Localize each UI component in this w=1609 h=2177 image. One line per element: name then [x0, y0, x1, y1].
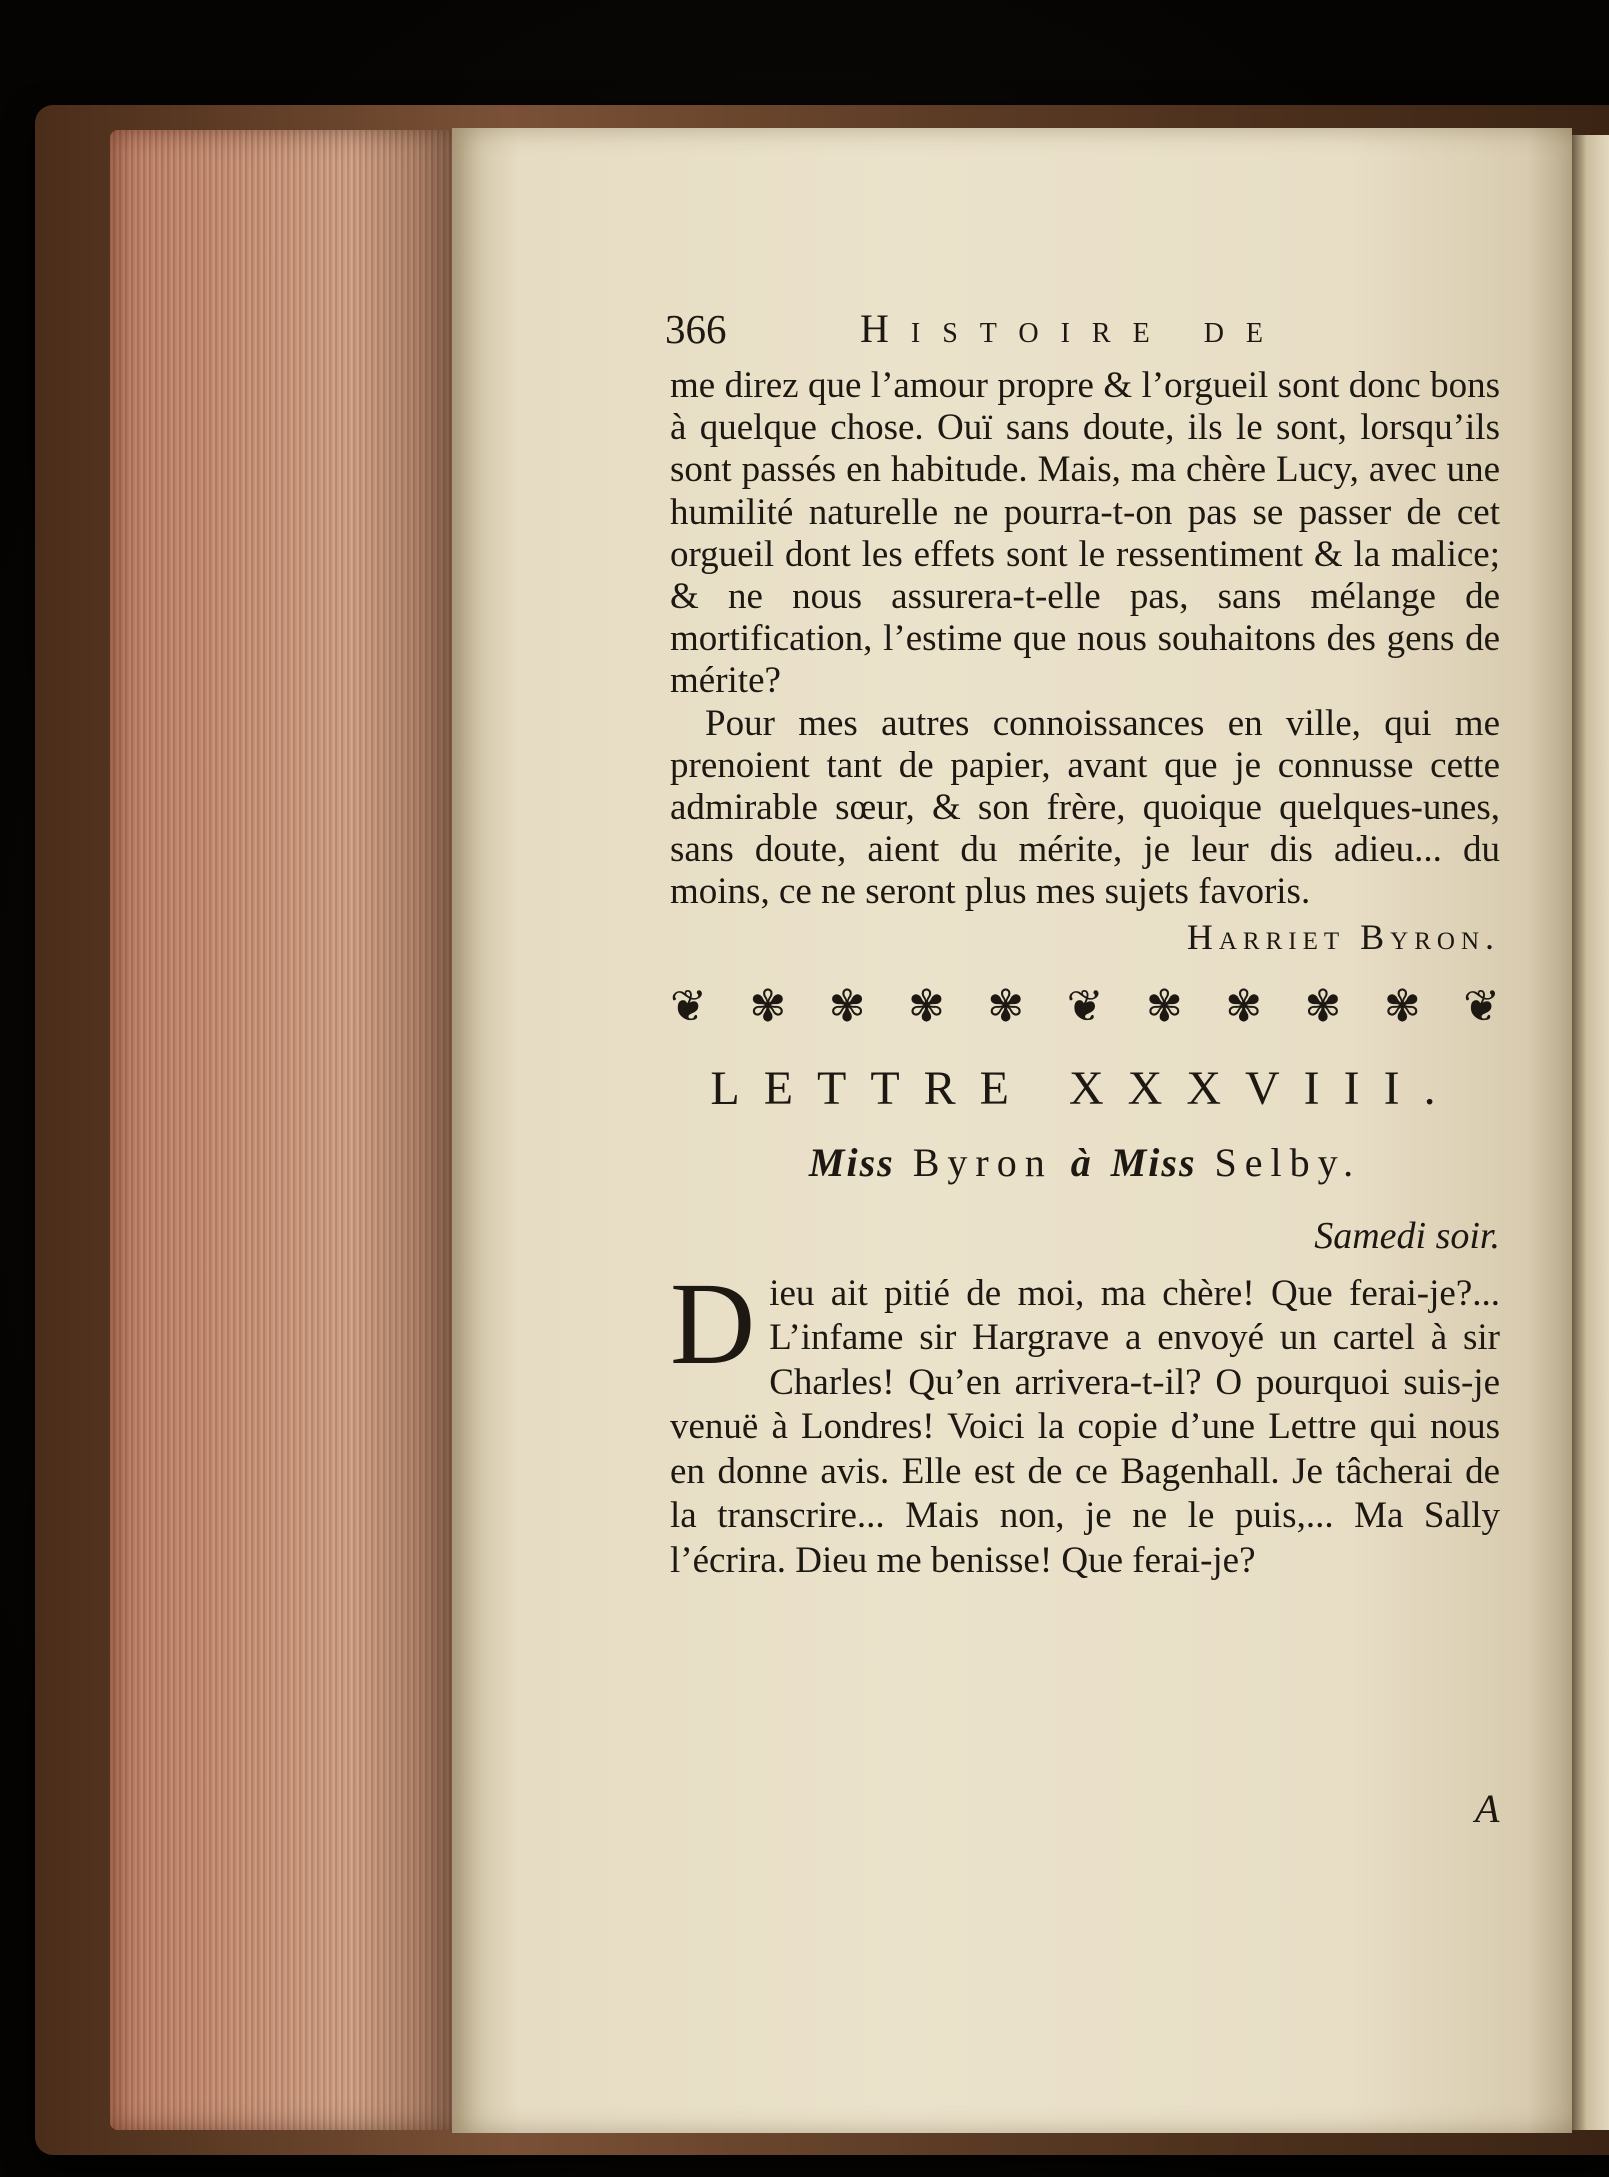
ornament-icon: ✾ — [749, 980, 787, 1032]
subtitle-to: Selby. — [1214, 1139, 1362, 1185]
body-text — [670, 365, 1500, 914]
ornament-icon: ✾ — [828, 980, 866, 1032]
running-head — [665, 305, 1500, 353]
page-number: 366 — [665, 306, 727, 352]
paragraph: Pour mes autres connoissances en ville, qui me prenoient tant de papier, avant que je connusse cette admirable sœur, & son frère, quoique quelques-unes, sans doute, aient du mérite, je leur dis adieu... du moins, ce ne seront plus mes sujets favoris. — [670, 702, 1500, 913]
drop-cap: D — [670, 1257, 756, 1389]
letter-date: Samedi soir. — [1314, 1214, 1500, 1257]
page-content — [665, 305, 1500, 1583]
page-edges — [110, 130, 455, 2130]
subtitle-from: Byron — [912, 1139, 1053, 1185]
facing-page-edge — [1572, 135, 1609, 2130]
ornament-icon: ✾ — [1145, 980, 1183, 1032]
ornament-divider — [670, 976, 1500, 1038]
ornament-icon: ✾ — [1383, 980, 1421, 1032]
ornament-icon: ✾ — [907, 980, 945, 1032]
ornament-icon: ❦ — [1463, 980, 1500, 1032]
subtitle-miss: Miss — [808, 1139, 895, 1185]
letter-title: LETTRE XXXVIII. — [710, 1061, 1460, 1115]
catchword: A — [1475, 1786, 1500, 1831]
subtitle-miss: Miss — [1110, 1139, 1197, 1185]
ornament-icon: ✾ — [1304, 980, 1342, 1032]
ornament-icon: ❦ — [1066, 980, 1104, 1032]
letter-body — [670, 1257, 1500, 1584]
letter-subtitle — [670, 1132, 1500, 1194]
ornament-icon: ❦ — [670, 980, 707, 1032]
running-title: Histoire de — [860, 306, 1286, 351]
letter-text: ieu ait pitié de moi, ma chère! Que ferai-je?... L’infame sir Hargrave a envoyé un cartel à sir Charles! Qu’en arrivera-t-il? O pourquoi suis-je venuë à Londres! Voici la copie d’une Lettre qui nous en donne avis. Elle est de ce Bagenhall. Je tâcherai de la transcrire... Mais non, je ne le puis,... Ma Sally l’écrira. Dieu me benisse! Que ferai-je? — [670, 1272, 1500, 1581]
paragraph: me direz que l’amour propre & l’orgueil sont donc bons à quelque chose. Ouï sans doute, ils le sont, lorsqu’ils sont passés en habitude. Mais, ma chère Lucy, avec une humilité naturelle ne pourra-t-on pas se passer de cet orgueil dont les effets sont le ressentiment & la malice; & ne nous assurera-t-elle pas, sans mélange de mortification, l’estime que nous souhaitons des gens de mérite? — [670, 365, 1500, 702]
ornament-icon: ✾ — [987, 980, 1025, 1032]
signature: Harriet Byron. — [1186, 916, 1500, 957]
ornament-icon: ✾ — [1225, 980, 1263, 1032]
subtitle-a: à — [1070, 1139, 1093, 1185]
